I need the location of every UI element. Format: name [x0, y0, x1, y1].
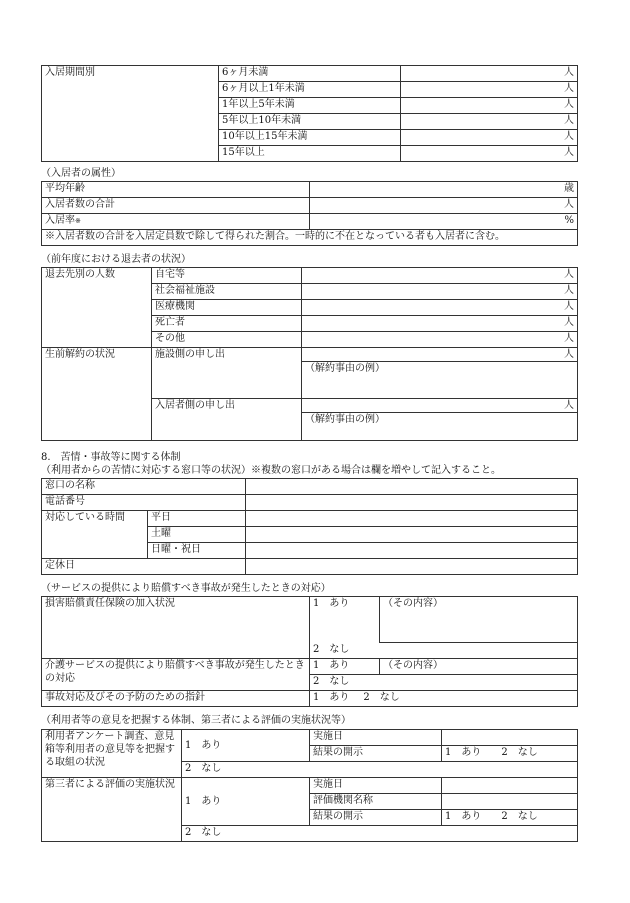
- weekday-value: [246, 511, 578, 527]
- third-party-disclosure-yes: 1 あり: [445, 811, 482, 822]
- guideline-no: 2 なし: [363, 692, 400, 703]
- destination-value: 人: [302, 284, 578, 300]
- period-row-value: 人: [401, 130, 578, 146]
- agency-value: [442, 794, 578, 810]
- survey-disclosure-yes: 1 あり: [445, 747, 482, 758]
- destination-value: 人: [302, 332, 578, 348]
- attributes-note: ※入居者数の合計を入居定員数で除して得られた割合。一時的に不在となっている者も入居者に含む。: [42, 230, 578, 246]
- resident-side-value: 人: [302, 399, 578, 413]
- third-party-disclosure-value: [442, 810, 578, 826]
- destination-label: 医療機関: [152, 300, 302, 316]
- complaints-table: [41, 478, 578, 575]
- resident-reason-example: （解約事由の例）: [302, 413, 578, 441]
- occupancy-rate-text: 入居率: [45, 215, 75, 226]
- complaints-caption: （利用者からの苦情に対応する窓口等の状況）※複数の窓口がある場合は欄を増やして記入すること。: [41, 465, 501, 476]
- residence-period-label: 入居期間別: [42, 66, 219, 162]
- destination-value: 人: [302, 300, 578, 316]
- facility-side-value: 人: [302, 348, 578, 362]
- weekday-label: 平日: [148, 511, 246, 527]
- survey-date-label: 実施日: [310, 730, 442, 746]
- closed-days-label: 定休日: [42, 559, 246, 575]
- sunday-holiday-value: [246, 543, 578, 559]
- saturday-value: [246, 527, 578, 543]
- period-row-label: 5年以上10年未満: [219, 114, 401, 130]
- destination-label: 死亡者: [152, 316, 302, 332]
- period-row-value: 人: [401, 66, 578, 82]
- resident-total-value: 人: [310, 198, 578, 214]
- care-accident-details: （その内容）: [380, 659, 578, 675]
- by-destination-label: 退去先別の人数: [42, 268, 152, 348]
- agency-label: 評価機関名称: [310, 794, 442, 810]
- saturday-label: 土曜: [148, 527, 246, 543]
- attributes-caption: （入居者の属性）: [41, 168, 121, 179]
- accidents-caption: （サービスの提供により賠償すべき事故が発生したときの対応）: [41, 583, 331, 594]
- guideline-yes: 1 あり: [313, 692, 350, 703]
- period-row-value: 人: [401, 82, 578, 98]
- evaluation-table: [41, 729, 578, 842]
- period-row-label: 6ヶ月未満: [219, 66, 401, 82]
- residence-period-table: [41, 65, 578, 162]
- period-row-value: 人: [401, 98, 578, 114]
- third-party-label: 第三者による評価の実施状況: [42, 778, 182, 842]
- survey-label: 利用者アンケート調査、意見箱等利用者の意見等を把握する取組の状況: [42, 730, 182, 778]
- guideline-value: [310, 691, 578, 707]
- departures-table: [41, 267, 578, 441]
- survey-no: 2 なし: [182, 762, 578, 778]
- third-party-date-label: 実施日: [310, 778, 442, 794]
- survey-disclosure-value: [442, 746, 578, 762]
- insurance-details: （その内容）: [380, 597, 578, 643]
- average-age-label: 平均年齢: [42, 182, 310, 198]
- resident-side-label: 入居者側の申し出: [152, 399, 302, 441]
- window-name-value: [246, 479, 578, 495]
- occupancy-rate-label: [42, 214, 310, 230]
- facility-side-label: 施設側の申し出: [152, 348, 302, 399]
- complaints-heading: 8. 苦情・事故等に関する体制: [41, 452, 181, 463]
- phone-label: 電話番号: [42, 495, 246, 511]
- insurance-yes: 1 あり: [310, 597, 380, 643]
- resident-total-label: 入居者数の合計: [42, 198, 310, 214]
- period-row-label: 10年以上15年未満: [219, 130, 401, 146]
- guideline-label: 事故対応及びその予防のための指針: [42, 691, 310, 707]
- destination-label: 自宅等: [152, 268, 302, 284]
- third-party-disclosure-no: 2 なし: [501, 811, 538, 822]
- accidents-table: [41, 596, 578, 707]
- evaluation-caption: （利用者等の意見を把握する体制、第三者による評価の実施状況等）: [41, 715, 351, 726]
- survey-disclosure-label: 結果の開示: [310, 746, 442, 762]
- survey-yes: 1 あり: [182, 730, 310, 762]
- period-row-label: 1年以上5年未満: [219, 98, 401, 114]
- destination-value: 人: [302, 316, 578, 332]
- sunday-holiday-label: 日曜・祝日: [148, 543, 246, 559]
- third-party-date-value: [442, 778, 578, 794]
- closed-days-value: [246, 559, 578, 575]
- phone-value: [246, 495, 578, 511]
- insurance-no: 2 なし: [310, 643, 578, 659]
- period-row-label: 6ヶ月以上1年未満: [219, 82, 401, 98]
- window-name-label: 窓口の名称: [42, 479, 246, 495]
- attributes-table: [41, 181, 578, 246]
- survey-date-value: [442, 730, 578, 746]
- third-party-no: 2 なし: [182, 826, 578, 842]
- destination-value: 人: [302, 268, 578, 284]
- care-accident-no: 2 なし: [310, 675, 578, 691]
- occupancy-rate-value: %: [310, 214, 578, 230]
- period-row-label: 15年以上: [219, 146, 401, 162]
- third-party-yes: 1 あり: [182, 778, 310, 826]
- average-age-value: 歳: [310, 182, 578, 198]
- third-party-disclosure-label: 結果の開示: [310, 810, 442, 826]
- destination-label: その他: [152, 332, 302, 348]
- destination-label: 社会福祉施設: [152, 284, 302, 300]
- care-accident-label: 介護サービスの提供により賠償すべき事故が発生したときの対応: [42, 659, 310, 691]
- period-row-value: 人: [401, 146, 578, 162]
- care-accident-yes: 1 あり: [310, 659, 380, 675]
- facility-reason-example: （解約事由の例）: [302, 362, 578, 399]
- survey-disclosure-no: 2 なし: [501, 747, 538, 758]
- hours-label: 対応している時間: [42, 511, 148, 559]
- occupancy-rate-mark: ※: [75, 217, 81, 225]
- insurance-label: 損害賠償責任保険の加入状況: [42, 597, 310, 659]
- cancellation-label: 生前解約の状況: [42, 348, 152, 441]
- period-row-value: 人: [401, 114, 578, 130]
- departures-caption: （前年度における退去者の状況）: [41, 254, 191, 265]
